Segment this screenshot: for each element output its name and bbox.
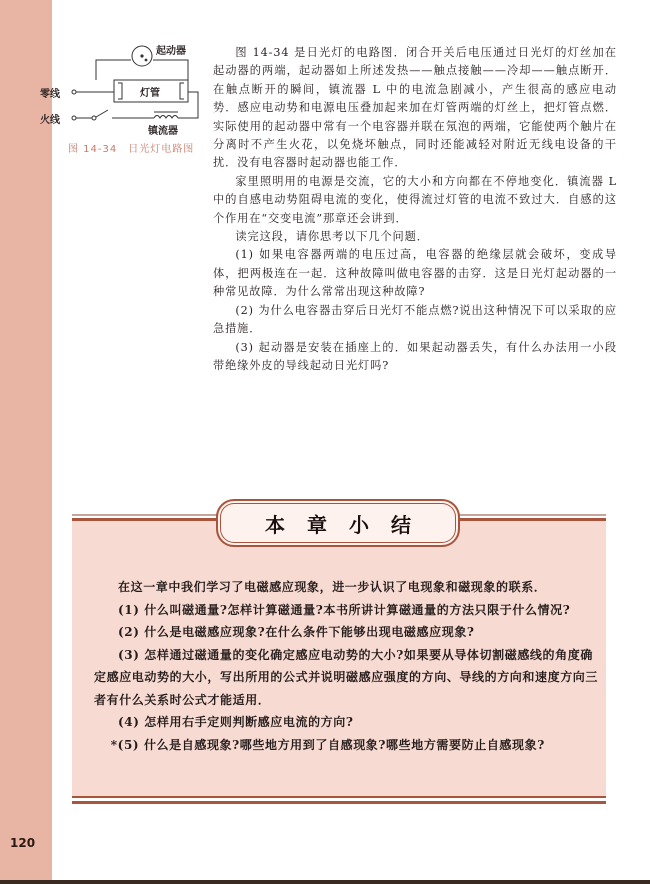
divider [72, 796, 606, 798]
summary-item-3: (3) 怎样通过磁通量的变化确定感应电动势的大小?如果要从导体切割磁感线的角度确定感应电动势的大小，写出所用的公式并说明磁感应强度的方向、导线的方向和速度方向三者有什么关系时公式才能适用． [94, 647, 599, 707]
summary-intro: 在这一章中我们学习了电磁感应现象，进一步认识了电现象和磁现象的联系． [118, 580, 547, 594]
summary-item-5: *(5) 什么是自感现象?哪些地方用到了自感现象?哪些地方需要防止自感现象? [110, 737, 545, 752]
body-paragraph: 家里照明用的电源是交流，它的大小和方向都在不停地变化．镇流器 L 中的自感电动势阻碍电流的变化，使得流过灯管的电流不致过大．自感的这个作用在“交变电流”那章还会讲到． [213, 174, 617, 225]
summary-title: 本章小结 [265, 512, 433, 537]
summary-item-1: (1) 什么叫磁通量?怎样计算磁通量?本书所讲计算磁通量的方法只限于什么情况? [118, 602, 571, 617]
page-number: 120 [10, 836, 36, 850]
question-2: (2) 为什么电容器击穿后日光灯不能点燃?说出这种情况下可以采取的应急措施． [213, 303, 617, 336]
live-line-label: 火线 [40, 115, 60, 126]
question-3: (3) 起动器是安装在插座上的．如果起动器丢失，有什么办法用一小段带绝缘外皮的导线起动日光灯吗? [213, 340, 617, 372]
neutral-line-label: 零线 [40, 89, 60, 100]
body-paragraph: 图 14-34 是日光灯的电路图．闭合开关后电压通过日光灯的灯丝加在起动器的两端，起动器如上所述发热——触点接触——冷却——触点断开．在触点断开的瞬间，镇流器 L 中的电流急剧减小，产生很高的感应电动势．感应电动势和电源电压叠加起来加在灯管两端的灯丝上，把灯管点燃．实际使用的起动器中常有一个电容器并联在氖泡的两端，它能使两个触片在分离时不产生火花，以免烧坏触点，同时还能减轻对附近无线电设备的干扰．没有电容器时起动器也能工作． [213, 46, 617, 170]
question-1: (1) 如果电容器两端的电压过高，电容器的绝缘层就会破坏，变成导体，把两极连在一起．这种故障叫做电容器的击穿．这是日光灯起动器的一种常见故障．为什么常常出现这种故障? [213, 248, 617, 299]
page-margin-strip [0, 0, 52, 884]
starter-label: 起动器 [156, 46, 186, 57]
page-bottom-edge [0, 880, 650, 884]
divider [72, 801, 606, 804]
summary-item-2: (2) 什么是电磁感应现象?在什么条件下能够出现电磁感应现象? [118, 625, 475, 639]
tube-label: 灯管 [140, 88, 160, 99]
summary-title-frame [216, 499, 460, 547]
figure-caption: 图 14-34 日光灯电路图 [68, 144, 195, 155]
ballast-label: 镇流器 [148, 126, 178, 137]
summary-item-4: (4) 怎样用右手定则判断感应电流的方向? [118, 715, 354, 729]
circuit-diagram-icon [56, 38, 216, 148]
body-text [213, 44, 617, 375]
summary-text [94, 576, 604, 756]
body-paragraph: 读完这段，请你思考以下几个问题． [235, 230, 429, 244]
